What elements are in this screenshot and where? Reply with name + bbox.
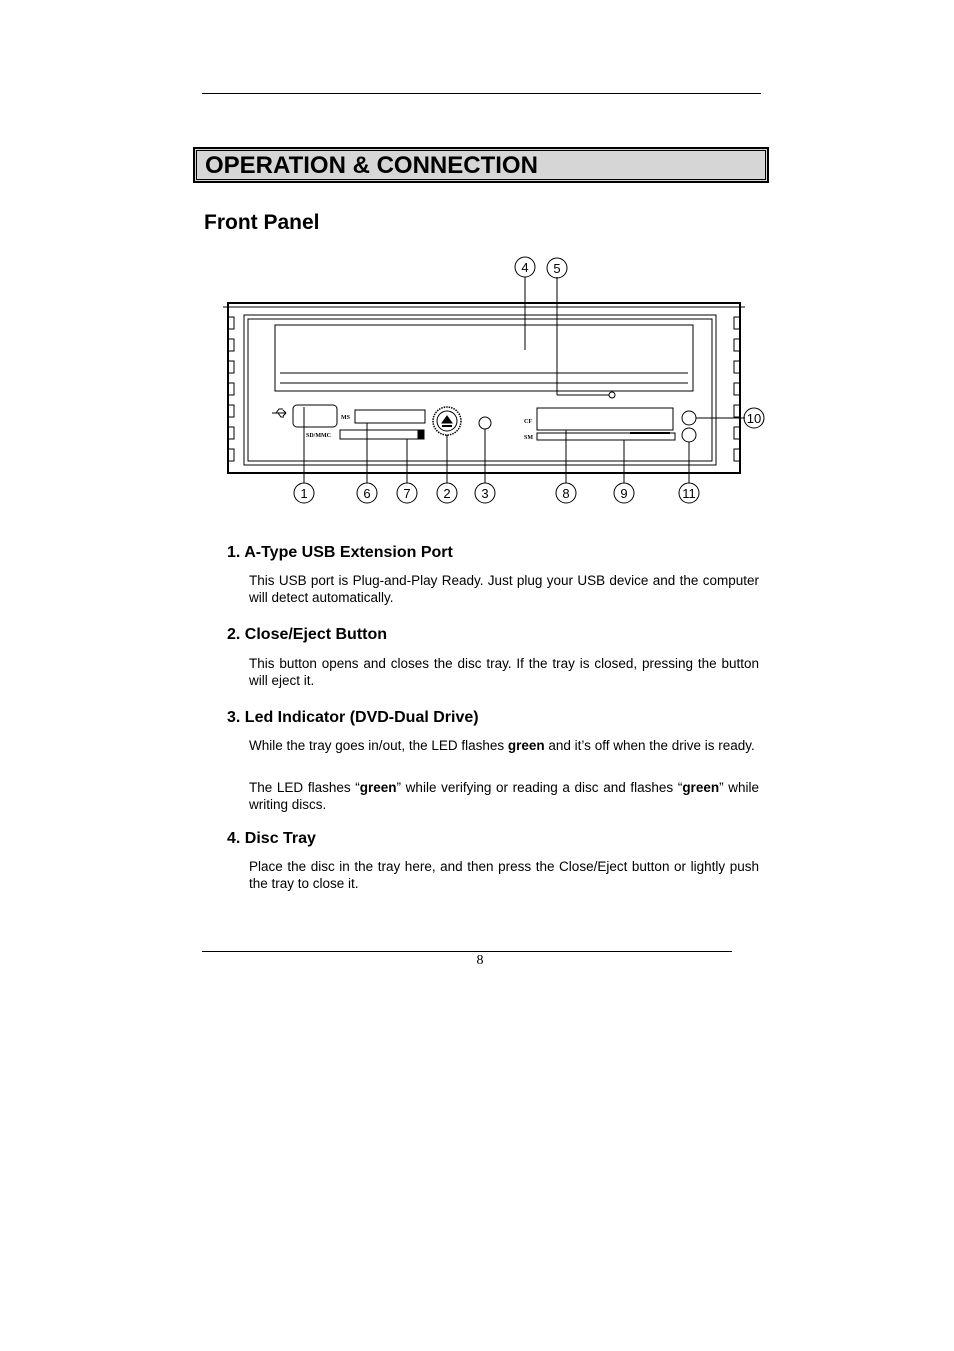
callout-9: 9 bbox=[620, 486, 628, 501]
cf-slot bbox=[537, 408, 673, 430]
item-text-usb-port: This USB port is Plug-and-Play Ready. Just plug your USB device and the computer will detect automatically. bbox=[249, 573, 759, 605]
callout-3: 3 bbox=[481, 486, 489, 501]
callout-10: 10 bbox=[746, 411, 762, 426]
sdmmc-slot bbox=[340, 430, 424, 439]
section-header-box bbox=[193, 147, 769, 183]
sm-slot bbox=[537, 433, 675, 440]
footer-rule bbox=[202, 951, 732, 952]
sdmmc-label: SD/MMC bbox=[306, 433, 331, 439]
cf-label: CF bbox=[524, 419, 532, 425]
led-indicator bbox=[479, 417, 491, 429]
callout-4: 4 bbox=[521, 260, 529, 275]
page-number: 8 bbox=[476, 953, 484, 968]
header-rule bbox=[202, 93, 761, 94]
ms-slot bbox=[355, 410, 425, 423]
front-panel-diagram bbox=[200, 255, 780, 515]
chassis-outline bbox=[228, 303, 740, 473]
button-11 bbox=[682, 428, 696, 442]
item-heading-eject-button: 2. Close/Eject Button bbox=[227, 626, 388, 643]
leader-lines bbox=[304, 277, 745, 483]
tray-led bbox=[609, 392, 615, 398]
item-text-led-2: The LED flashes “green” while verifying or reading a disc and flashes “green” while writing discs. bbox=[249, 780, 759, 812]
item-heading-disc-tray: 4. Disc Tray bbox=[227, 830, 316, 847]
item-text-disc-tray: Place the disc in the tray here, and then press the Close/Eject button or lightly push the tray to close it. bbox=[249, 859, 759, 891]
callout-5: 5 bbox=[553, 261, 561, 276]
ms-label: MS bbox=[341, 415, 350, 421]
subsection-title: Front Panel bbox=[204, 211, 320, 234]
section-title: OPERATION & CONNECTION bbox=[205, 152, 538, 179]
callout-8: 8 bbox=[562, 486, 570, 501]
sm-label: SM bbox=[524, 435, 533, 441]
item-heading-led: 3. Led Indicator (DVD-Dual Drive) bbox=[227, 709, 479, 726]
callout-2: 2 bbox=[443, 486, 451, 501]
item-text-eject-button: This button opens and closes the disc tray. If the tray is closed, pressing the button will eject it. bbox=[249, 656, 759, 688]
callout-7: 7 bbox=[403, 486, 411, 501]
button-10 bbox=[682, 411, 696, 425]
callout-11: 11 bbox=[682, 486, 696, 501]
callout-1: 1 bbox=[300, 486, 308, 501]
callout-6: 6 bbox=[363, 486, 371, 501]
item-text-led-1: While the tray goes in/out, the LED flashes green and it’s off when the drive is ready. bbox=[249, 738, 755, 753]
eject-button bbox=[433, 407, 461, 435]
item-heading-usb-port: 1. A-Type USB Extension Port bbox=[227, 544, 453, 561]
disc-tray bbox=[275, 325, 693, 391]
